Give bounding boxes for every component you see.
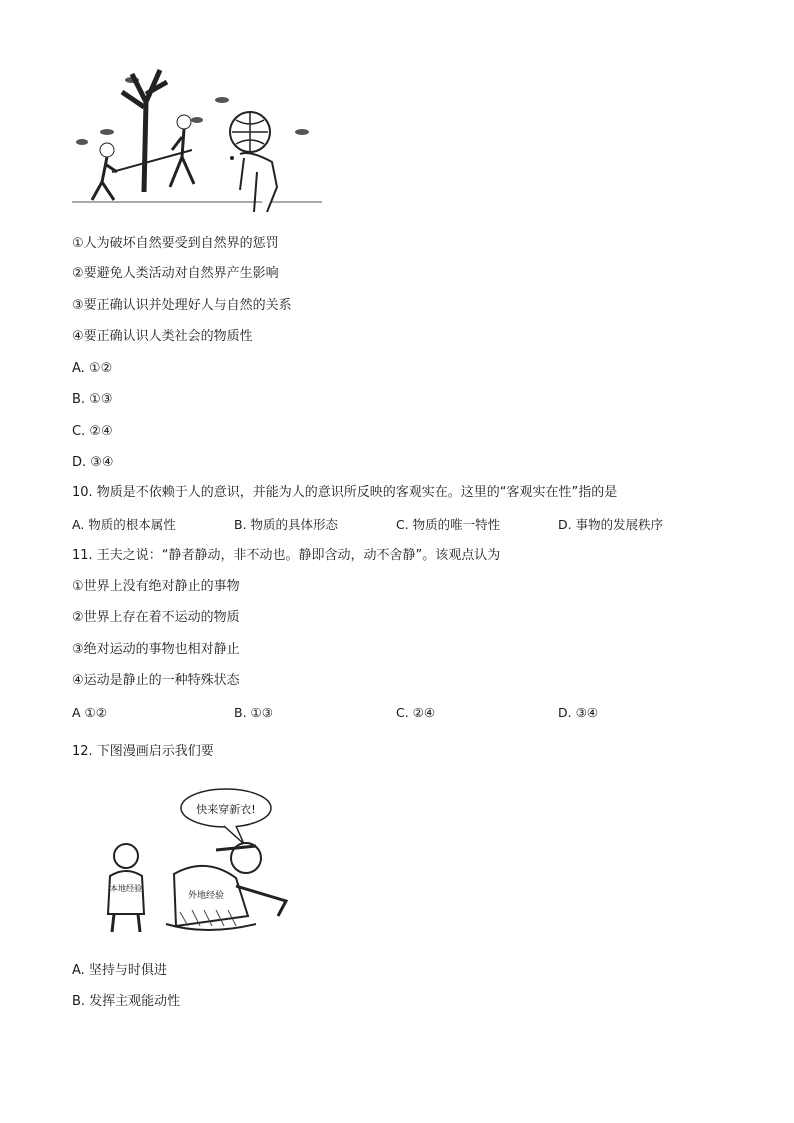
q9-option-a: A. ①② (72, 361, 113, 376)
right-shirt-label: 外地经验 (187, 891, 225, 901)
q10-option-d: D. 事物的发展秩序 (558, 517, 664, 532)
q9-statement-3: ③要正确认识并处理好人与自然的关系 (72, 298, 292, 313)
q11-option-a: A ①② (72, 705, 107, 720)
q10-option-b: B. 物质的具体形态 (234, 517, 339, 532)
q10-option-c: C. 物质的唯一特性 (396, 517, 501, 532)
q9-statement-4: ④要正确认识人类社会的物质性 (72, 329, 253, 344)
q9-option-c: C. ②④ (72, 424, 113, 439)
q11-option-d: D. ③④ (558, 705, 598, 720)
q9-option-d: D. ③④ (72, 455, 114, 470)
speech-bubble-text: 快来穿新衣! (196, 803, 256, 816)
q11-stem: 11. 王夫之说：“静者静动，非不动也。静即含动，动不舍静”。该观点认为 (72, 548, 501, 563)
q9-option-b: B. ①③ (72, 392, 113, 407)
q10-stem: 10. 物质是不依赖于人的意识，并能为人的意识所反映的客观实在。这里的“客观实在性”指的是 (72, 485, 618, 500)
q10-option-a: A. 物质的根本属性 (72, 517, 176, 532)
q12-option-a: A. 坚持与时俱进 (72, 963, 167, 978)
cartoon-new-clothes (96, 786, 296, 938)
q12-stem: 12. 下图漫画启示我们要 (72, 744, 214, 759)
cartoon-deforestation (72, 62, 322, 212)
q12-option-b: B. 发挥主观能动性 (72, 994, 181, 1009)
left-shirt-label: 本地经验 (110, 884, 142, 893)
q11-statement-4: ④运动是静止的一种特殊状态 (72, 673, 240, 688)
q11-option-c: C. ②④ (396, 705, 436, 720)
q11-statement-3: ③绝对运动的事物也相对静止 (72, 642, 240, 657)
q11-statement-1: ①世界上没有绝对静止的事物 (72, 579, 240, 594)
q9-statement-1: ①人为破坏自然要受到自然界的惩罚 (72, 236, 279, 251)
q11-option-b: B. ①③ (234, 705, 273, 720)
q11-statement-2: ②世界上存在着不运动的物质 (72, 610, 240, 625)
q9-statement-2: ②要避免人类活动对自然界产生影响 (72, 266, 279, 281)
